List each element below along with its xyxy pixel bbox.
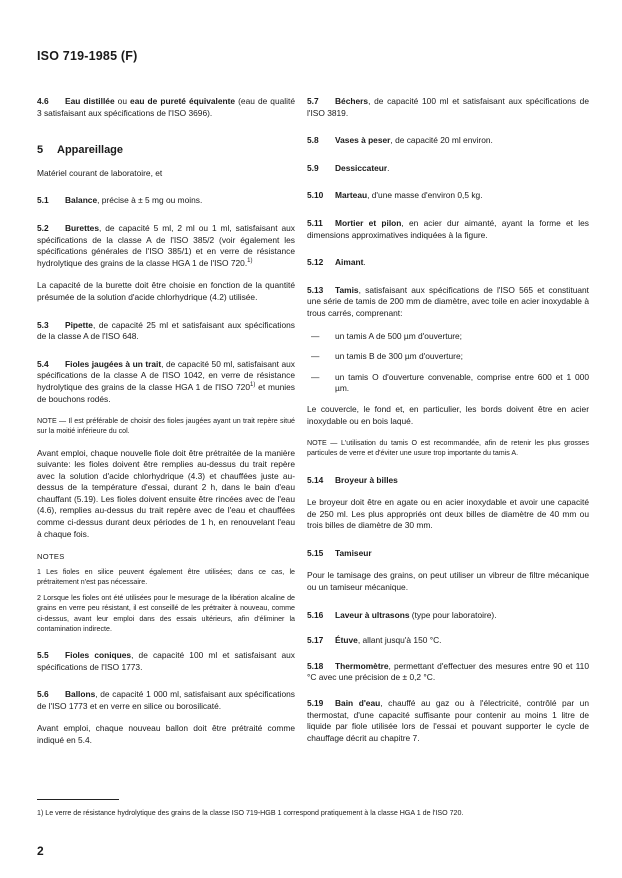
clause-5-12: 5.12 Aimant.: [307, 257, 366, 268]
clause-5-13-paragraph: Le couvercle, le fond et, en particulier, les bords doivent être en acier inoxydable ou en bois laqué.: [307, 403, 589, 426]
clause-5-15-paragraph: Pour le tamisage des grains, on peut utiliser un vibreur de filtre mécanique ou un tamiseur mécanique.: [307, 570, 589, 593]
right-column: [307, 96, 589, 755]
clause-5-15: 5.15 Tamiseur: [307, 547, 372, 558]
clause-5-11: 5.11 Mortier et pilon, en acier dur aimanté, ayant la forme et les dimensions approximatives indiquées à la figure.: [307, 217, 589, 240]
section-intro: Matériel courant de laboratoire, et: [37, 167, 163, 178]
clause-5-16: 5.16 Laveur à ultrasons (type pour laboratoire).: [307, 609, 497, 620]
left-column: [37, 96, 295, 758]
footnote: 1) Le verre de résistance hydrolytique des grains de la classe ISO 719-HGB 1 correspond pratiquement à la classe HGA 1 de l'ISO 720.: [37, 809, 464, 817]
footnote-divider: [37, 799, 119, 800]
clause-5-14: 5.14 Broyeur à billes: [307, 474, 398, 485]
clause-5-3: 5.3 Pipette, de capacité 25 ml et satisfaisant aux spécifications de la classe A de l'ISO 648.: [37, 319, 295, 342]
clause-5-4: 5.4 Fioles jaugées à un trait, de capacité 50 ml, satisfaisant aux spécifications de la classe A de l'ISO 1042, en verre de résistance hydrolytique des grains de la classe HGA 1 de l'ISO 720$^{1)}$ et munies de bouchons rodés.: [37, 358, 295, 404]
sieve-list: [307, 331, 589, 395]
clause-5-2: 5.2 Burettes, de capacité 5 ml, 2 ml ou 1 ml, satisfaisant aux spécifications de la classe A de l'ISO 385/2 (voir également les spécifications générales de l'ISO 385/1) et en verre de résistance hydrolytique des grains de la classe HGA 1 de l'ISO 720.$^{1)}$: [37, 222, 295, 268]
clause-5-6: 5.6 Ballons, de capacité 1 000 ml, satisfaisant aux spécifications de l'ISO 1773 et en verre en silice ou borosilicaté.: [37, 689, 295, 711]
clause-5-7: 5.7 Béchers, de capacité 100 ml et satisfaisant aux spécifications de l'ISO 3819.: [307, 96, 589, 118]
document-header: ISO 719-1985 (F): [37, 49, 138, 63]
clause-5-1: 5.1 Balance, précise à ± 5 mg ou moins.: [37, 195, 203, 206]
clause-5-8: 5.8 Vases à peser, de capacité 20 ml environ.: [307, 135, 493, 146]
note-2: 2 Lorsque les fioles ont été utilisées pour le mesurage de la libération alcaline de grains en verre peu résistant, il est conseillé de les prétraiter à nouveau, comme ci-dessus, avant leur emploi dans des essais ultérieurs, afin d'éliminer la contamination indirecte.: [37, 594, 295, 633]
clause-5-9: 5.9 Dessiccateur.: [307, 162, 390, 173]
notes-title: NOTES: [37, 552, 65, 562]
clause-5-4-paragraph: Avant emploi, chaque nouvelle fiole doit être prétraitée de la manière suivante: les fioles doivent être remplies au-dessus du trait repère avec la solution d'acide chlorhydrique (4.3) et chauffées juste au-dessus de la température d'essai, durant 2 h, dans le bain d'eau chauffant (5.19). Les fioles doivent ensuite être rincées avec de l'eau (4.6), remplies au-dessus du trait repère avec de l'eau et chauffées comme ci-dessus durant deux périodes de 1 h, en renouvelant l'eau à chaque fois.: [37, 447, 295, 539]
clause-5-6-paragraph: Avant emploi, chaque nouveau ballon doit être prétraité comme indiqué en 5.4.: [37, 723, 295, 746]
clause-5-2-paragraph: La capacité de la burette doit être choisie en fonction de la quantité présumée de la solution d'acide chlorhydrique (4.2) utilisée.: [37, 280, 295, 302]
list-item: — un tamis B de 300 µm d'ouverture;: [307, 351, 589, 363]
clause-5-17: 5.17 Étuve, allant jusqu'à 150 °C.: [307, 635, 442, 646]
note-5-13: NOTE — L'utilisation du tamis O est recommandée, afin de retenir les plus grosses particules de verre et d'éviter une usure trop importante du tamis A.: [307, 439, 589, 458]
clause-5-19: 5.19 Bain d'eau, chauffé au gaz ou à l'électricité, contrôlé par un thermostat, d'une capacité suffisante pour contenir au moins 1 litre de liquide par fiole utilisée lors de l'essai et pouvant supporter le cycle de chauffage décrit au chapitre 7.: [307, 698, 590, 743]
clause-5-18: 5.18 Thermomètre, permettant d'effectuer des mesures entre 90 et 110 °C avec une précision de ± 0,2 °C.: [307, 660, 589, 683]
note-1: 1 Les fioles en silice peuvent également être utilisées; dans ce cas, le prétraitement n'est pas nécessaire.: [37, 567, 295, 587]
clause-5-5: 5.5 Fioles coniques, de capacité 100 ml et satisfaisant aux spécifications de l'ISO 1773.: [37, 650, 295, 672]
page-number: 2: [37, 844, 44, 858]
clause-5-14-paragraph: Le broyeur doit être en agate ou en acier inoxydable et avoir une capacité de 250 ml. Les plus appropriés ont deux billes de diamètre de 40 mm ou trois billes de diamètre de 30 mm.: [307, 497, 589, 531]
list-item: — un tamis O d'ouverture convenable, comprise entre 600 et 1 000 µm.: [307, 372, 589, 395]
clause-5-13: 5.13 Tamis, satisfaisant aux spécifications de l'ISO 565 et constituant une série de tamis de 200 mm de diamètre, avec toile en acier inoxydable à trous carrés, comprenant:: [307, 284, 589, 318]
list-item: — un tamis A de 500 µm d'ouverture;: [307, 331, 589, 343]
clause-5-10: 5.10 Marteau, d'une masse d'environ 0,5 kg.: [307, 190, 483, 201]
note-5-4: NOTE — Il est préférable de choisir des fioles jaugées ayant un trait repère situé sur la moitié inférieure du col.: [37, 417, 295, 436]
clause-4-6: 4.6 Eau distillée ou eau de pureté équivalente (eau de qualité 3 satisfaisant aux spécifications de l'ISO 3696).: [37, 96, 295, 118]
section-5-heading: 5 Appareillage: [37, 144, 124, 157]
